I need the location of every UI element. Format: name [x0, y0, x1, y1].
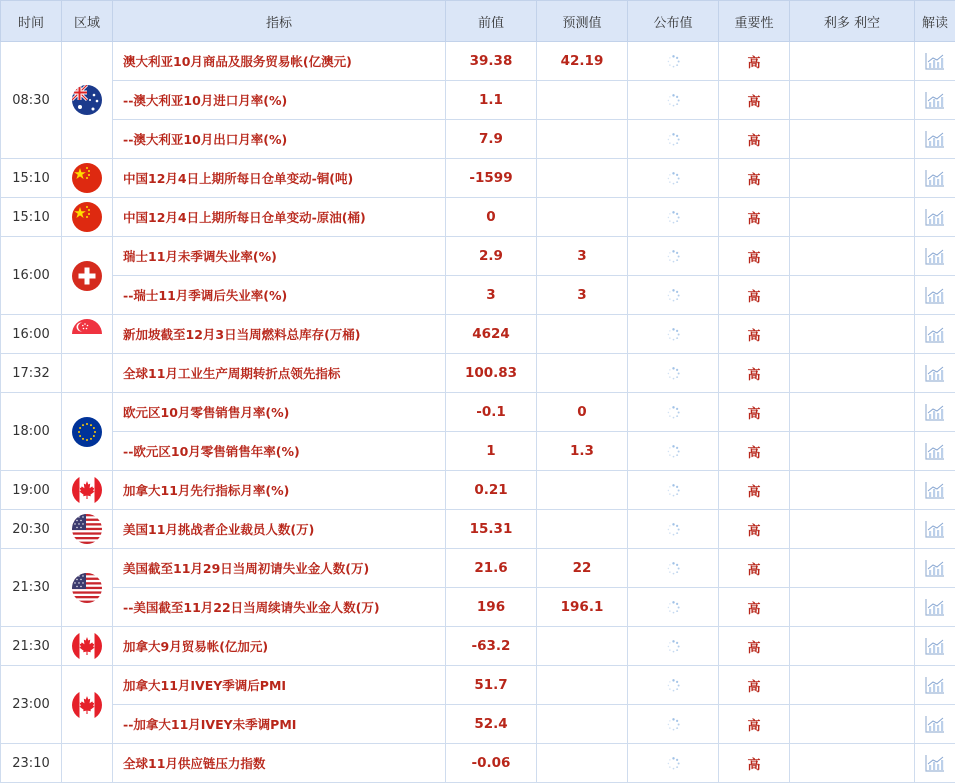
impact-cell: [790, 81, 915, 120]
region-cell: [62, 237, 113, 315]
region-cell: [62, 627, 113, 666]
table-body: [1, 42, 955, 783]
importance-value: 高: [719, 159, 790, 198]
importance-value: 高: [719, 120, 790, 159]
table-row: [1, 627, 955, 666]
indicator-link[interactable]: 中国12月4日上期所每日仓单变动-铜(吨): [113, 159, 446, 198]
impact-cell: [790, 744, 915, 783]
analysis-cell[interactable]: [915, 432, 955, 471]
actual-value-cell: [628, 666, 719, 705]
actual-value-cell: [628, 120, 719, 159]
impact-cell: [790, 276, 915, 315]
impact-cell: [790, 393, 915, 432]
loading-spinner-icon: [667, 757, 680, 770]
table-row: [1, 393, 955, 432]
impact-cell: [790, 159, 915, 198]
impact-cell: [790, 354, 915, 393]
forecast-value: 3: [537, 237, 628, 276]
chart-icon[interactable]: [925, 364, 945, 382]
analysis-cell[interactable]: [915, 471, 955, 510]
forecast-value: [537, 705, 628, 744]
chart-icon[interactable]: [925, 520, 945, 538]
time-cell: 21:30: [1, 549, 62, 627]
analysis-cell[interactable]: [915, 42, 955, 81]
importance-value: 高: [719, 237, 790, 276]
loading-spinner-icon: [667, 289, 680, 302]
region-cell: [62, 159, 113, 198]
indicator-link[interactable]: 全球11月供应链压力指数: [113, 744, 446, 783]
forecast-value: [537, 510, 628, 549]
analysis-cell[interactable]: [915, 705, 955, 744]
impact-cell: [790, 666, 915, 705]
actual-value-cell: [628, 432, 719, 471]
loading-spinner-icon: [667, 406, 680, 419]
loading-spinner-icon: [667, 94, 680, 107]
chart-icon[interactable]: [925, 247, 945, 265]
forecast-value: [537, 471, 628, 510]
importance-value: 高: [719, 627, 790, 666]
importance-value: 高: [719, 393, 790, 432]
forecast-value: [537, 666, 628, 705]
importance-value: 高: [719, 315, 790, 354]
time-cell: 20:30: [1, 510, 62, 549]
loading-spinner-icon: [667, 445, 680, 458]
previous-value: 39.38: [446, 42, 537, 81]
actual-value-cell: [628, 510, 719, 549]
time-cell: 23:00: [1, 666, 62, 744]
importance-value: 高: [719, 198, 790, 237]
loading-spinner-icon: [667, 172, 680, 185]
region-cell: [62, 666, 113, 744]
loading-spinner-icon: [667, 484, 680, 497]
forecast-value: [537, 627, 628, 666]
analysis-cell[interactable]: [915, 276, 955, 315]
impact-cell: [790, 549, 915, 588]
impact-cell: [790, 237, 915, 276]
chart-icon[interactable]: [925, 481, 945, 499]
actual-value-cell: [628, 744, 719, 783]
chart-icon[interactable]: [925, 130, 945, 148]
importance-value: 高: [719, 510, 790, 549]
indicator-link[interactable]: --瑞士11月季调后失业率(%): [113, 276, 446, 315]
actual-value-cell: [628, 276, 719, 315]
chart-icon[interactable]: [925, 754, 945, 772]
previous-value: -1599: [446, 159, 537, 198]
analysis-cell[interactable]: [915, 627, 955, 666]
importance-value: 高: [719, 549, 790, 588]
indicator-link[interactable]: --美国截至11月22日当周续请失业金人数(万): [113, 588, 446, 627]
time-cell: 21:30: [1, 627, 62, 666]
usa-flag-icon: [72, 573, 102, 603]
switzerland-flag-icon: [72, 261, 102, 291]
previous-value: 21.6: [446, 549, 537, 588]
forecast-value: 0: [537, 393, 628, 432]
importance-value: 高: [719, 471, 790, 510]
impact-cell: [790, 705, 915, 744]
previous-value: -0.1: [446, 393, 537, 432]
time-cell: 18:00: [1, 393, 62, 471]
chart-icon[interactable]: [925, 442, 945, 460]
header-importance: 重要性: [719, 1, 790, 42]
table-row: [1, 276, 955, 315]
header-indicator: 指标: [113, 1, 446, 42]
time-cell: 19:00: [1, 471, 62, 510]
header-impact: 利多 利空: [790, 1, 915, 42]
previous-value: 15.31: [446, 510, 537, 549]
china-flag-icon: [72, 202, 102, 232]
indicator-link[interactable]: 瑞士11月未季调失业率(%): [113, 237, 446, 276]
singapore-flag-icon: [72, 319, 102, 349]
actual-value-cell: [628, 393, 719, 432]
table-row: [1, 510, 955, 549]
loading-spinner-icon: [667, 562, 680, 575]
actual-value-cell: [628, 549, 719, 588]
chart-icon[interactable]: [925, 325, 945, 343]
previous-value: 4624: [446, 315, 537, 354]
table-row: [1, 315, 955, 354]
forecast-value: 196.1: [537, 588, 628, 627]
indicator-link[interactable]: --澳大利亚10月进口月率(%): [113, 81, 446, 120]
previous-value: 1.1: [446, 81, 537, 120]
importance-value: 高: [719, 588, 790, 627]
importance-value: 高: [719, 354, 790, 393]
loading-spinner-icon: [667, 367, 680, 380]
table-row: [1, 471, 955, 510]
table-row: [1, 198, 955, 237]
header-forecast: 预测值: [537, 1, 628, 42]
analysis-cell[interactable]: [915, 159, 955, 198]
table-row: [1, 705, 955, 744]
analysis-cell[interactable]: [915, 120, 955, 159]
previous-value: 52.4: [446, 705, 537, 744]
forecast-value: 22: [537, 549, 628, 588]
time-cell: 08:30: [1, 42, 62, 159]
analysis-cell[interactable]: [915, 237, 955, 276]
time-cell: 16:00: [1, 315, 62, 354]
table-row: [1, 744, 955, 783]
canada-flag-icon: [72, 631, 102, 661]
loading-spinner-icon: [667, 328, 680, 341]
region-cell: [62, 549, 113, 627]
importance-value: 高: [719, 432, 790, 471]
chart-icon[interactable]: [925, 169, 945, 187]
analysis-cell[interactable]: [915, 393, 955, 432]
impact-cell: [790, 198, 915, 237]
loading-spinner-icon: [667, 133, 680, 146]
header-previous: 前值: [446, 1, 537, 42]
importance-value: 高: [719, 276, 790, 315]
region-cell: [62, 315, 113, 354]
table-row: [1, 42, 955, 81]
header-actual: 公布值: [628, 1, 719, 42]
previous-value: 7.9: [446, 120, 537, 159]
header-time: 时间: [1, 1, 62, 42]
canada-flag-icon: [72, 475, 102, 505]
table-row: [1, 549, 955, 588]
actual-value-cell: [628, 354, 719, 393]
indicator-link[interactable]: 美国截至11月29日当周初请失业金人数(万): [113, 549, 446, 588]
chart-icon[interactable]: [925, 559, 945, 577]
previous-value: 2.9: [446, 237, 537, 276]
previous-value: 1: [446, 432, 537, 471]
analysis-cell[interactable]: [915, 315, 955, 354]
impact-cell: [790, 432, 915, 471]
chart-icon[interactable]: [925, 715, 945, 733]
indicator-link[interactable]: 加拿大11月IVEY季调后PMI: [113, 666, 446, 705]
time-cell: 15:10: [1, 159, 62, 198]
importance-value: 高: [719, 744, 790, 783]
forecast-value: [537, 120, 628, 159]
loading-spinner-icon: [667, 718, 680, 731]
impact-cell: [790, 120, 915, 159]
analysis-cell[interactable]: [915, 588, 955, 627]
impact-cell: [790, 42, 915, 81]
indicator-link[interactable]: 加拿大9月贸易帐(亿加元): [113, 627, 446, 666]
forecast-value: [537, 744, 628, 783]
indicator-link[interactable]: 中国12月4日上期所每日仓单变动-原油(桶): [113, 198, 446, 237]
table-row: [1, 237, 955, 276]
forecast-value: [537, 315, 628, 354]
actual-value-cell: [628, 198, 719, 237]
impact-cell: [790, 588, 915, 627]
previous-value: 3: [446, 276, 537, 315]
indicator-link[interactable]: 全球11月工业生产周期转折点领先指标: [113, 354, 446, 393]
header-region: 区域: [62, 1, 113, 42]
actual-value-cell: [628, 237, 719, 276]
eu-flag-icon: [72, 417, 102, 447]
chart-icon[interactable]: [925, 676, 945, 694]
region-cell: [62, 354, 113, 393]
time-cell: 15:10: [1, 198, 62, 237]
importance-value: 高: [719, 705, 790, 744]
chart-icon[interactable]: [925, 598, 945, 616]
chart-icon[interactable]: [925, 403, 945, 421]
region-cell: [62, 393, 113, 471]
impact-cell: [790, 315, 915, 354]
loading-spinner-icon: [667, 211, 680, 224]
actual-value-cell: [628, 81, 719, 120]
analysis-cell[interactable]: [915, 81, 955, 120]
previous-value: -0.06: [446, 744, 537, 783]
usa-flag-icon: [72, 514, 102, 544]
forecast-value: 42.19: [537, 42, 628, 81]
chart-icon[interactable]: [925, 286, 945, 304]
forecast-value: 3: [537, 276, 628, 315]
indicator-link[interactable]: 美国11月挑战者企业裁员人数(万): [113, 510, 446, 549]
actual-value-cell: [628, 705, 719, 744]
indicator-link[interactable]: 加拿大11月先行指标月率(%): [113, 471, 446, 510]
indicator-link[interactable]: 欧元区10月零售销售月率(%): [113, 393, 446, 432]
china-flag-icon: [72, 163, 102, 193]
forecast-value: [537, 354, 628, 393]
previous-value: 196: [446, 588, 537, 627]
region-cell: [62, 198, 113, 237]
time-cell: 17:32: [1, 354, 62, 393]
indicator-link[interactable]: 新加坡截至12月3日当周燃料总库存(万桶): [113, 315, 446, 354]
chart-icon[interactable]: [925, 637, 945, 655]
loading-spinner-icon: [667, 601, 680, 614]
forecast-value: [537, 81, 628, 120]
impact-cell: [790, 627, 915, 666]
analysis-cell[interactable]: [915, 354, 955, 393]
table-row: [1, 120, 955, 159]
indicator-link[interactable]: 澳大利亚10月商品及服务贸易帐(亿澳元): [113, 42, 446, 81]
impact-cell: [790, 510, 915, 549]
previous-value: 0: [446, 198, 537, 237]
table-row: [1, 159, 955, 198]
region-cell: [62, 42, 113, 159]
actual-value-cell: [628, 627, 719, 666]
table-row: [1, 588, 955, 627]
analysis-cell[interactable]: [915, 198, 955, 237]
region-cell: [62, 510, 113, 549]
actual-value-cell: [628, 471, 719, 510]
previous-value: 0.21: [446, 471, 537, 510]
chart-icon[interactable]: [925, 91, 945, 109]
actual-value-cell: [628, 42, 719, 81]
previous-value: 51.7: [446, 666, 537, 705]
australia-flag-icon: [72, 85, 102, 115]
loading-spinner-icon: [667, 679, 680, 692]
header-analysis: 解读: [915, 1, 955, 42]
table-row: [1, 432, 955, 471]
forecast-value: 1.3: [537, 432, 628, 471]
time-cell: 23:10: [1, 744, 62, 783]
actual-value-cell: [628, 315, 719, 354]
loading-spinner-icon: [667, 523, 680, 536]
importance-value: 高: [719, 81, 790, 120]
importance-value: 高: [719, 666, 790, 705]
region-cell: [62, 744, 113, 783]
previous-value: -63.2: [446, 627, 537, 666]
table-row: [1, 354, 955, 393]
importance-value: 高: [719, 42, 790, 81]
canada-flag-icon: [72, 690, 102, 720]
table-row: [1, 81, 955, 120]
analysis-cell[interactable]: [915, 510, 955, 549]
impact-cell: [790, 471, 915, 510]
indicator-link[interactable]: --澳大利亚10月出口月率(%): [113, 120, 446, 159]
loading-spinner-icon: [667, 640, 680, 653]
forecast-value: [537, 198, 628, 237]
loading-spinner-icon: [667, 250, 680, 263]
indicator-link[interactable]: --加拿大11月IVEY未季调PMI: [113, 705, 446, 744]
region-cell: [62, 471, 113, 510]
previous-value: 100.83: [446, 354, 537, 393]
indicator-link[interactable]: --欧元区10月零售销售年率(%): [113, 432, 446, 471]
chart-icon[interactable]: [925, 52, 945, 70]
table-row: [1, 666, 955, 705]
analysis-cell[interactable]: [915, 549, 955, 588]
actual-value-cell: [628, 588, 719, 627]
chart-icon[interactable]: [925, 208, 945, 226]
loading-spinner-icon: [667, 55, 680, 68]
analysis-cell[interactable]: [915, 666, 955, 705]
table-header-row: [1, 1, 955, 42]
actual-value-cell: [628, 159, 719, 198]
forecast-value: [537, 159, 628, 198]
time-cell: 16:00: [1, 237, 62, 315]
analysis-cell[interactable]: [915, 744, 955, 783]
